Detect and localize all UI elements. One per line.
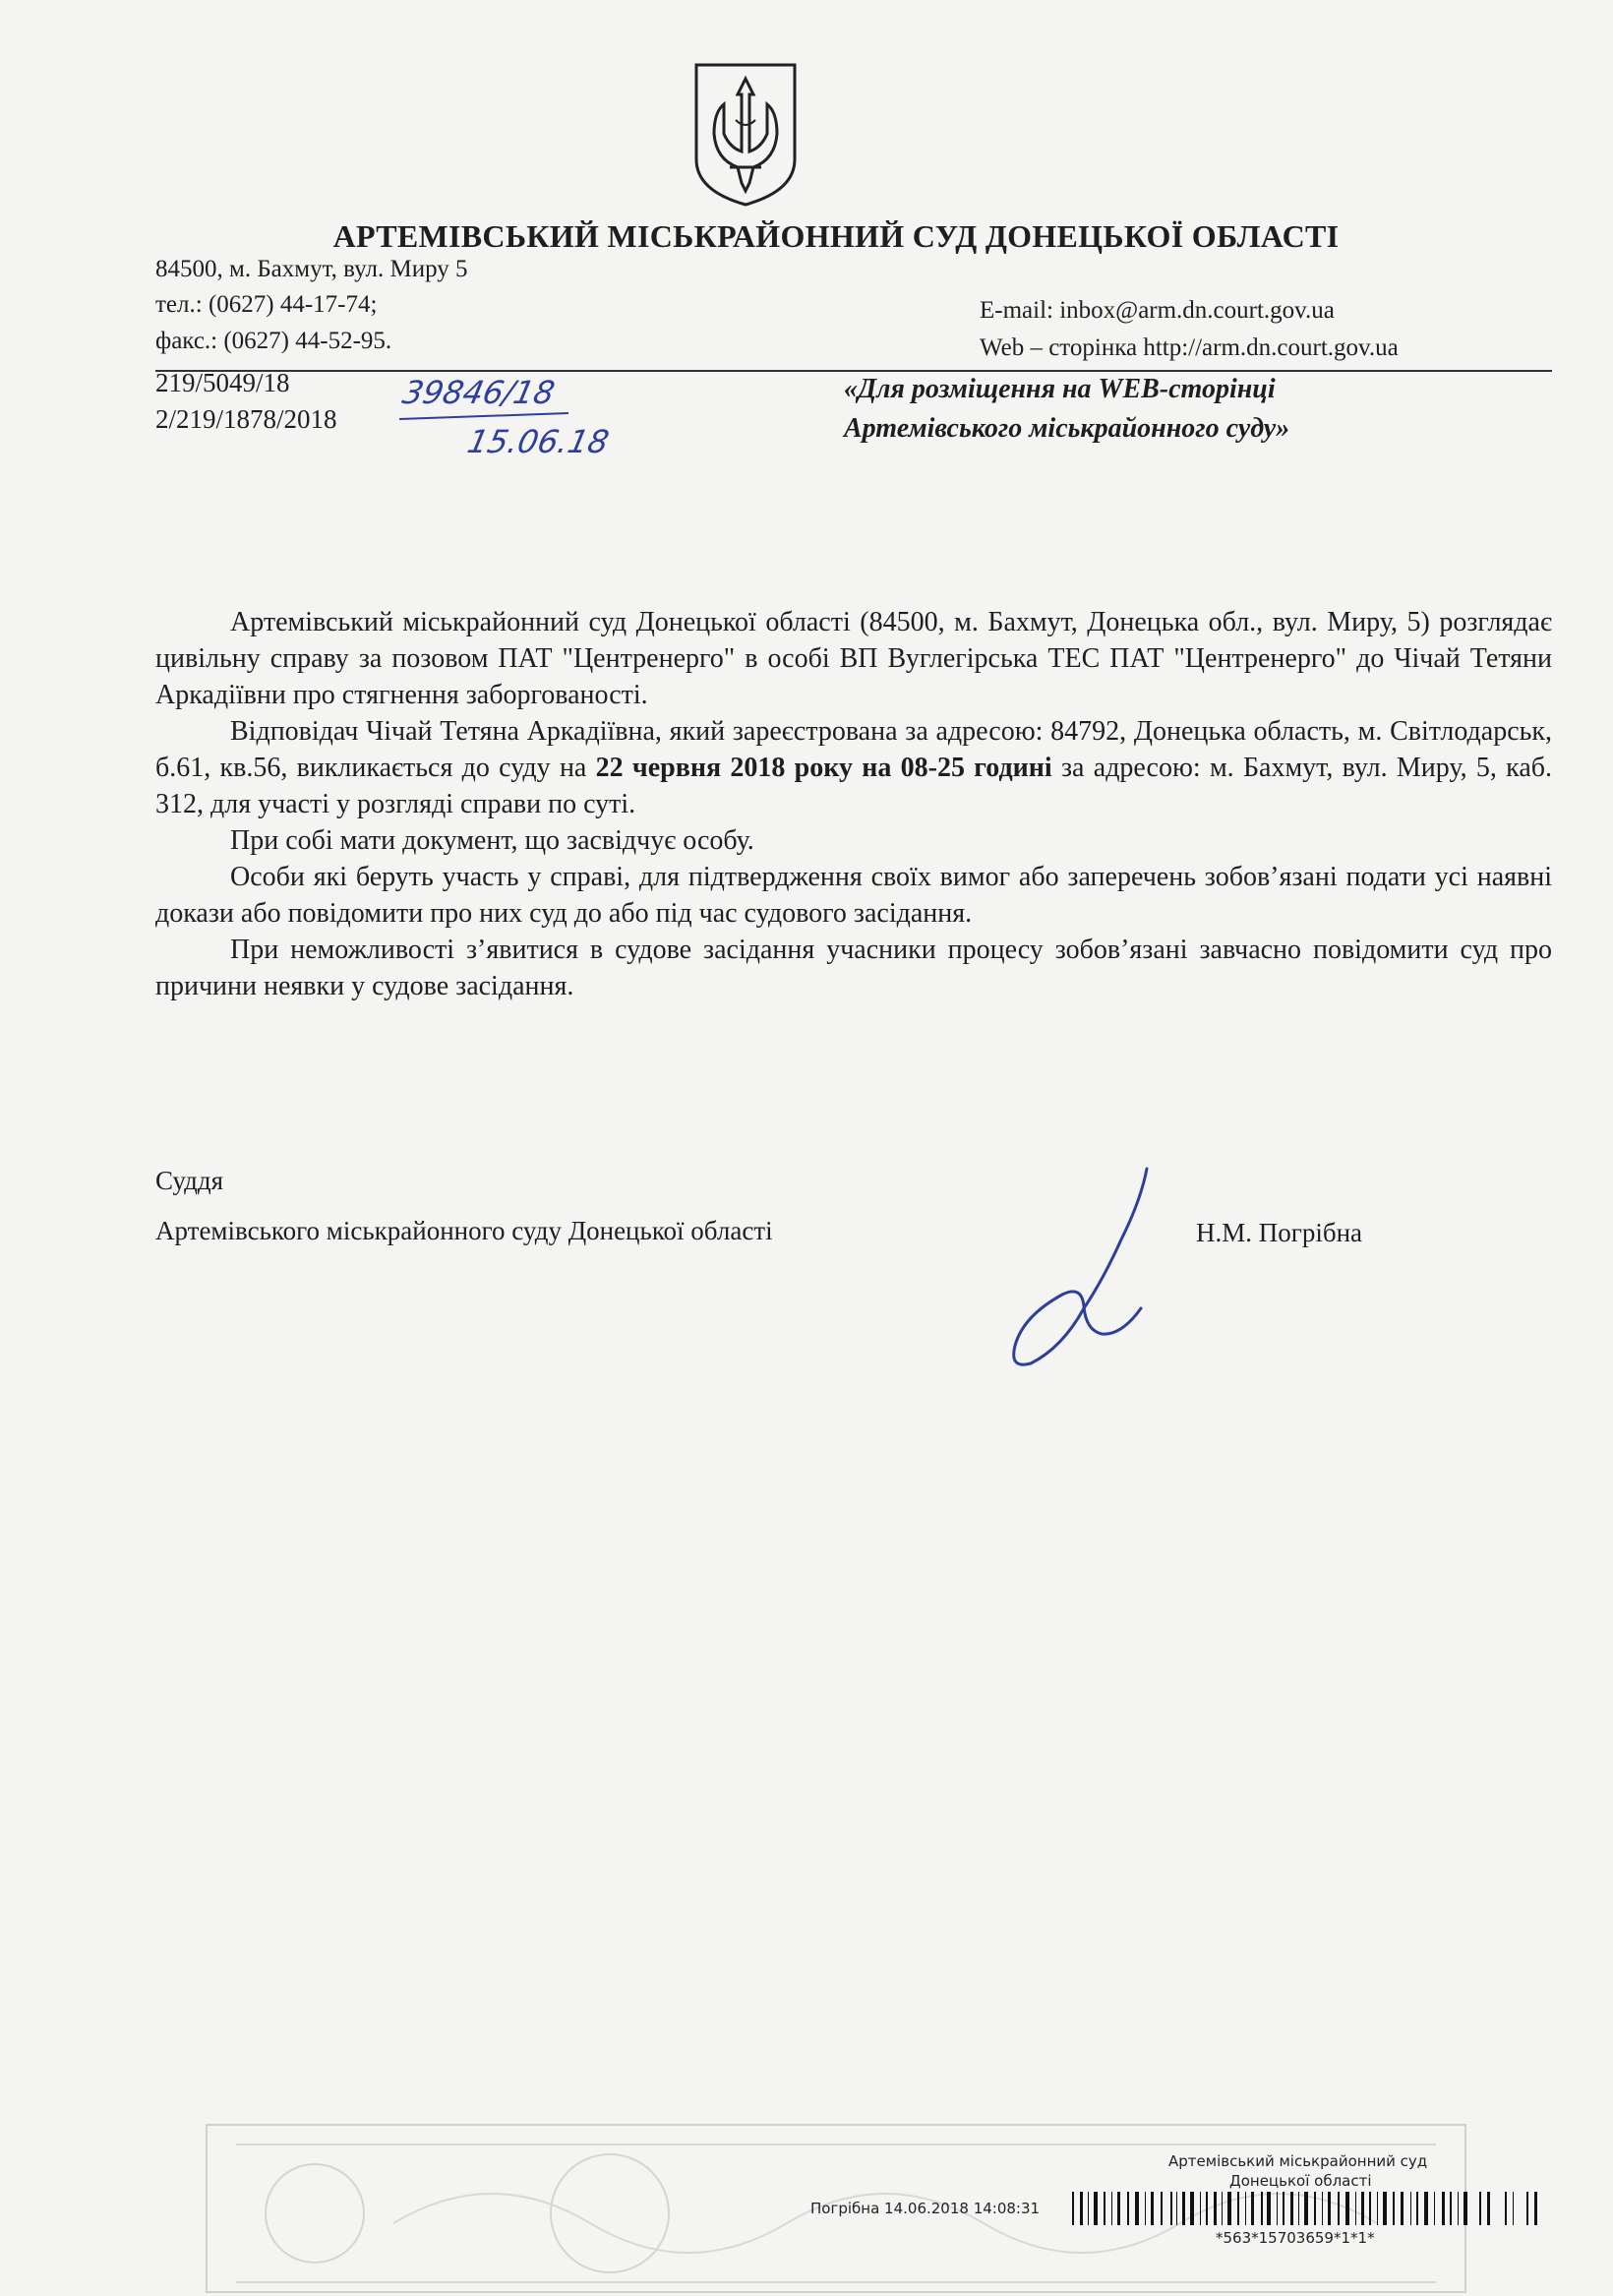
summons-text-end: за адресою: м. Бахмут, вул. Миру, 5, каб. 312, для участі у розгляді справи по суті. [155, 753, 1552, 819]
court-address: 84500, м. Бахмут, вул. Миру 5 [155, 256, 468, 282]
paragraph-absence: При неможливості з’явитися в судове засідання учасники процесу зобов’язані завчасно повідомити суд про причини неявки у судове засідання. [155, 935, 1552, 1001]
stamp-court-line-2: Донецької області [1229, 2172, 1372, 2190]
court-fax: факс.: (0627) 44-52-95. [155, 328, 392, 354]
judge-court: Артемівського міськрайонного суду Донецької області [155, 1216, 773, 1245]
judge-name: Н.М. Погрібна [1196, 1218, 1363, 1247]
court-title: АРТЕМІВСЬКИЙ МІСЬКРАЙОННИЙ СУД ДОНЕЦЬКОЇ ОБЛАСТІ [332, 218, 1340, 254]
reference-number-2: 2/219/1878/2018 [155, 404, 337, 434]
court-phone: тел.: (0627) 44-17-74; [155, 291, 378, 318]
handwritten-signature-icon [993, 1161, 1170, 1377]
summons-text-start: Відповідач Чічай Тетяна Аркадіївна, який зареєстрована за адресою: 84792, Донецька область, м. Світлодарськ, б.61, кв.56, викликається до суду на [155, 716, 1552, 783]
court-website: Web – сторінка http://arm.dn.court.gov.ua [980, 334, 1399, 361]
notice-body [155, 604, 1552, 1004]
paragraph-evidence: Особи які беруть участь у справі, для підтвердження своїх вимог або заперечень зобов’язані подати усі наявні докази або повідомити про них суд до або під час судового засідання. [155, 862, 1552, 929]
paragraph-summons [155, 713, 1552, 822]
judge-title: Суддя [155, 1166, 224, 1195]
stamp-court-line-1: Артемівський міськрайонний суд [1168, 2152, 1428, 2170]
reference-number-1: 219/5049/18 [155, 368, 290, 397]
handwritten-registration-number: 39846/18 [398, 374, 559, 411]
court-email: E-mail: inbox@arm.dn.court.gov.ua [980, 297, 1335, 324]
electronic-signature-stamp: Погрібна 14.06.2018 14:08:31 [810, 2200, 1041, 2217]
header-divider [155, 370, 1552, 372]
paragraph-document: При собі мати документ, що засвідчує особу. [230, 825, 754, 856]
hearing-datetime: 22 червня 2018 року на 08-25 годині [595, 753, 1052, 783]
coat-of-arms-icon [690, 61, 801, 209]
handwritten-underline [399, 412, 568, 420]
paragraph-case: Артемівський міськрайонний суд Донецької області (84500, м. Бахмут, Донецька обл., вул. Миру, 5) розглядає цивільну справу за позовом ПАТ "Центренерго" в особі ВП Вуглегірська ТЕС ПАТ "Центренерго" до Чічай Тетяни Аркадіївни про стягнення заборгованості. [155, 607, 1552, 710]
barcode-code: *563*15703659*1*1* [1216, 2229, 1375, 2247]
publication-note-line-2: Артемівського міськрайонного суду» [844, 413, 1290, 444]
publication-note-line-1: «Для розміщення на WEB-сторінці [844, 374, 1276, 404]
handwritten-date: 15.06.18 [463, 423, 613, 460]
barcode-icon [1072, 2192, 1544, 2225]
